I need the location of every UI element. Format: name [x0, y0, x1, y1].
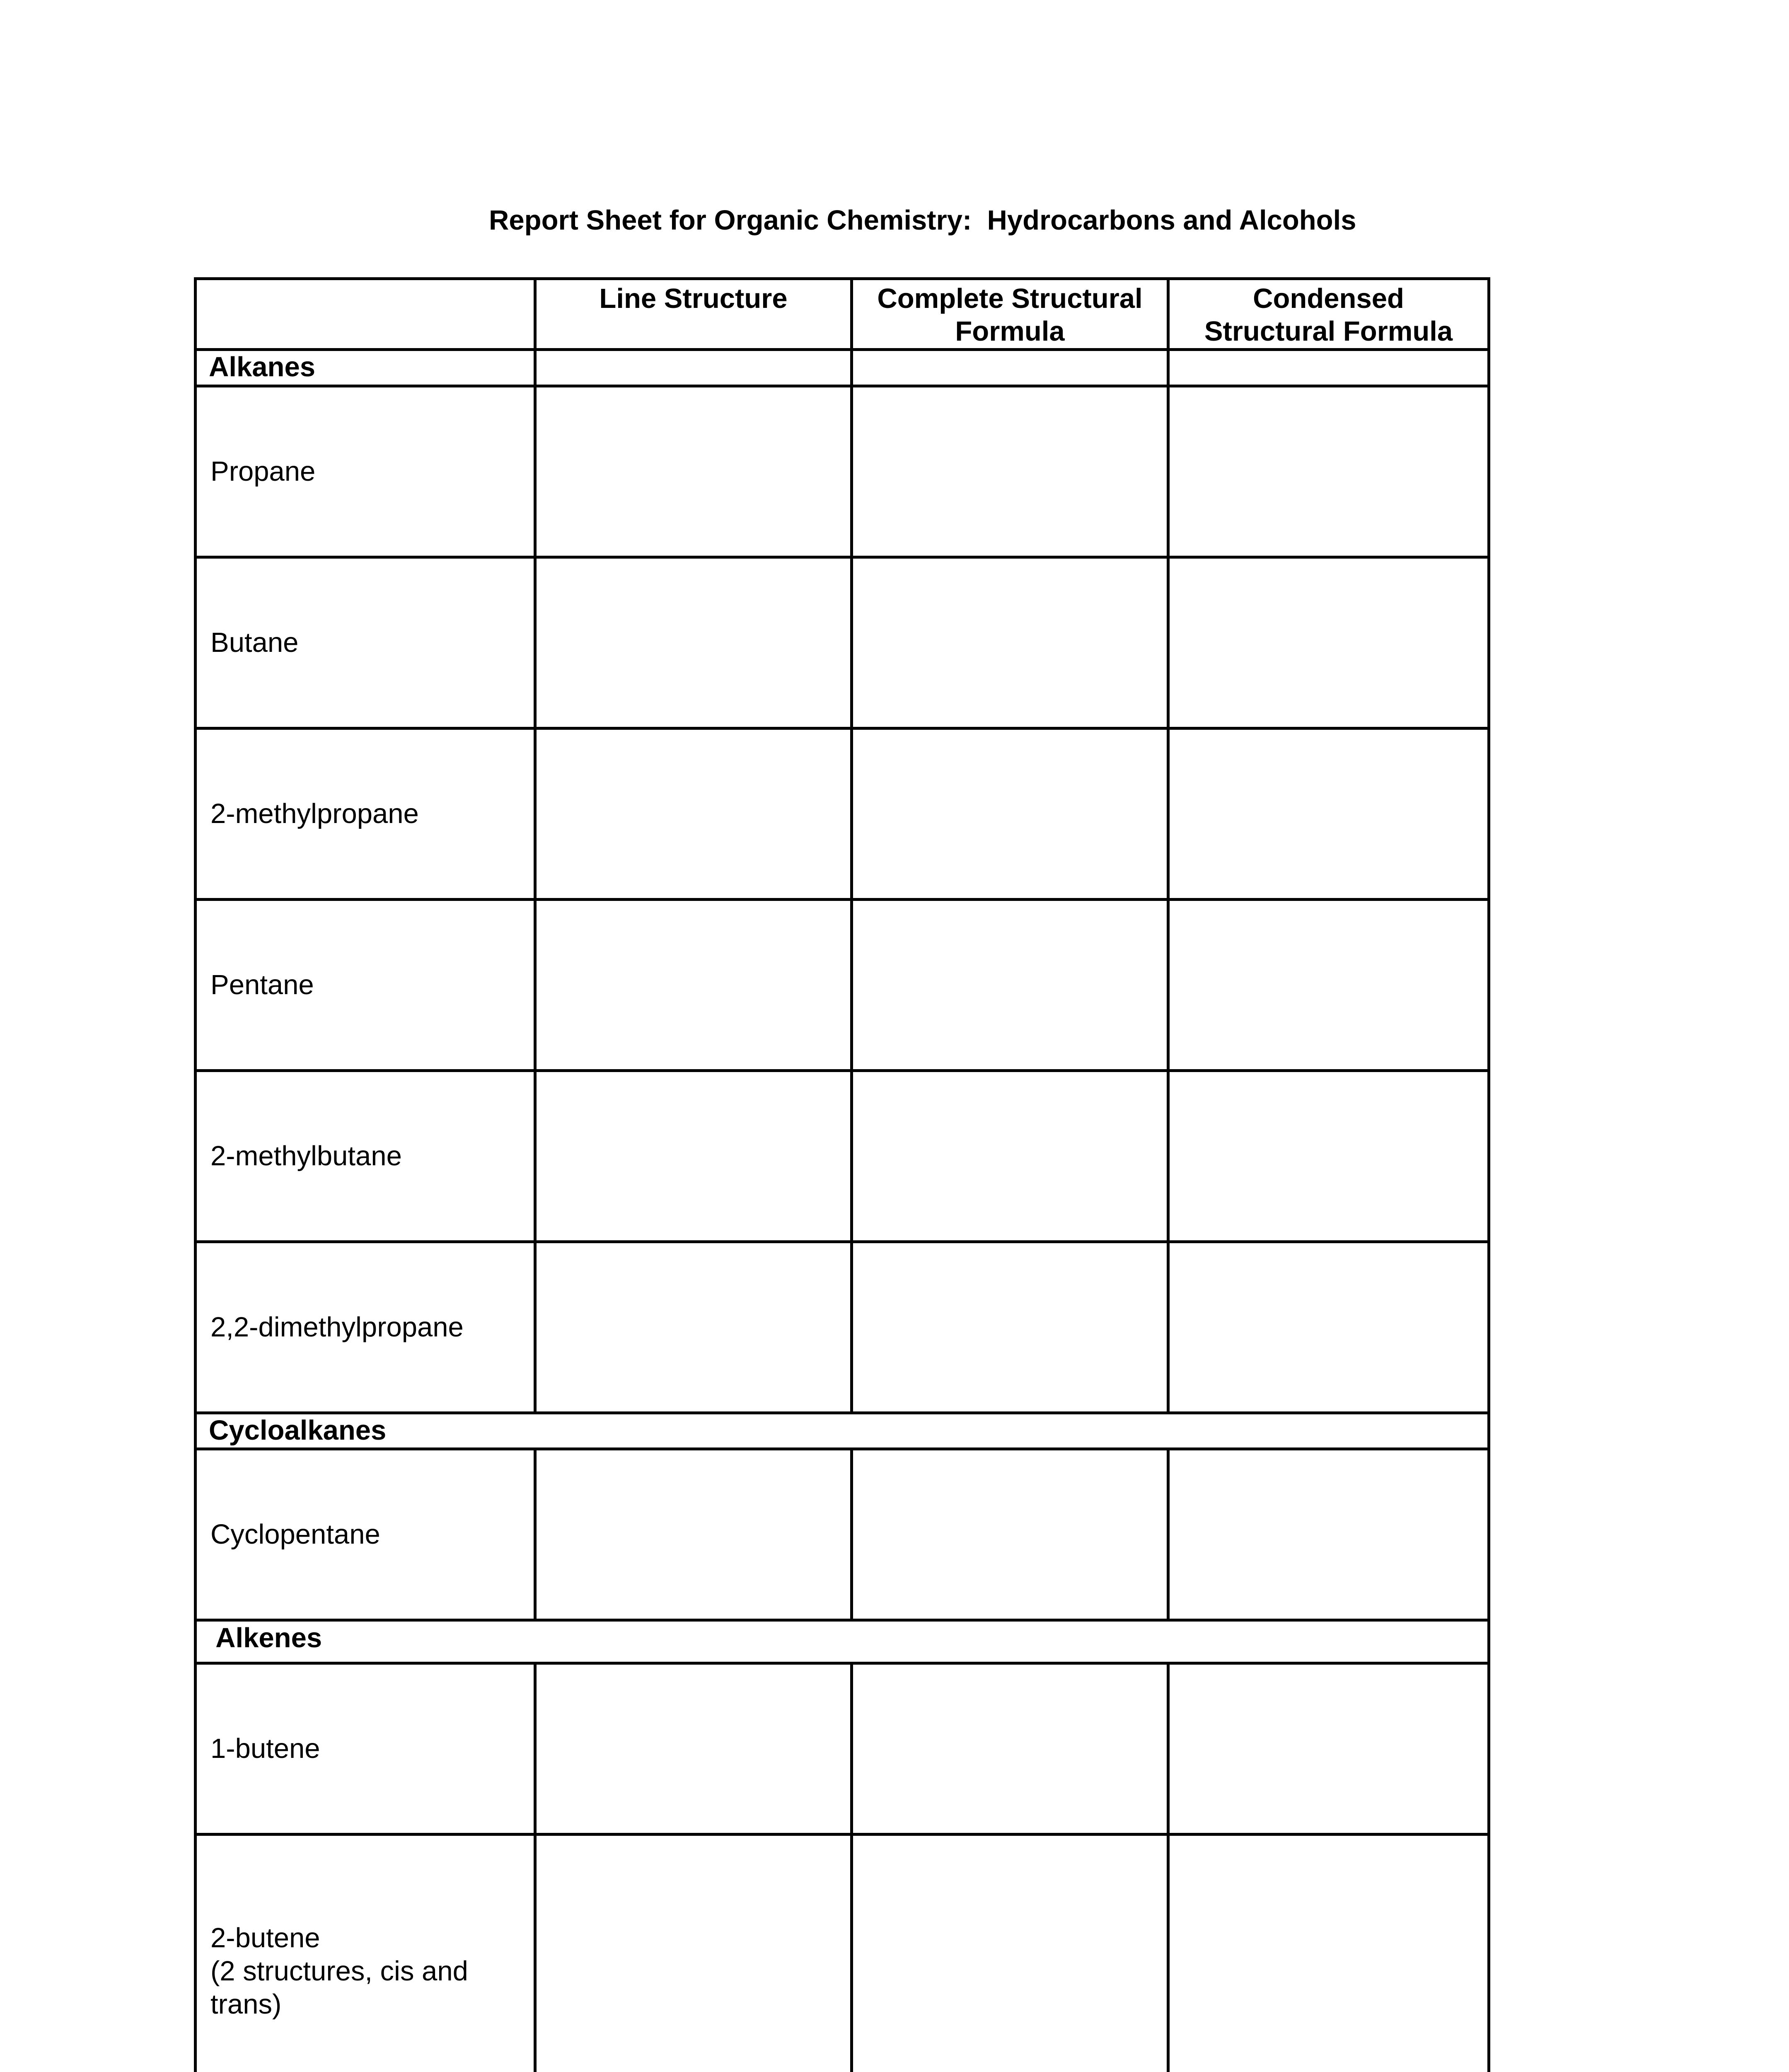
- section-alkanes: Alkanes: [209, 351, 315, 382]
- answer-cell-butane-complete[interactable]: [853, 559, 1167, 727]
- header-complete-structural-formula: Complete Structural Formula: [877, 283, 1143, 347]
- answer-cell-cyclopentane-line[interactable]: [537, 1450, 850, 1619]
- answer-cell-2-butene-line[interactable]: [537, 1836, 850, 2072]
- column-divider: [850, 277, 853, 386]
- section-cycloalkanes: Cycloalkanes: [209, 1415, 387, 1446]
- answer-cell-propane-line[interactable]: [537, 387, 850, 556]
- answer-cell-2-2-dimethylpropane-condensed[interactable]: [1170, 1243, 1487, 1411]
- row-label-text: Cyclopentane: [210, 1519, 380, 1550]
- answer-cell-2-methylpropane-complete[interactable]: [853, 730, 1167, 898]
- column-divider: [1167, 385, 1170, 1412]
- answer-cell-2-methylbutane-condensed[interactable]: [1170, 1072, 1487, 1240]
- answer-cell-2-methylbutane-line[interactable]: [537, 1072, 850, 1240]
- alkenes-section-top: [194, 1619, 1490, 1622]
- row-label-text: 1-butene: [210, 1733, 320, 1764]
- page-title: Report Sheet for Organic Chemistry: Hydrocarbons and Alcohols: [489, 205, 1356, 236]
- answer-cell-butane-condensed[interactable]: [1170, 559, 1487, 727]
- column-divider: [1167, 277, 1170, 386]
- column-divider: [850, 385, 853, 1412]
- column-divider: [1167, 1662, 1170, 2072]
- row-label-text: 2-butene (2 structures, cis and trans): [210, 1922, 468, 2020]
- row-label-text: Propane: [210, 456, 316, 487]
- row-label-2-methylbutane: [210, 1072, 525, 1240]
- header-divider: [194, 348, 1490, 351]
- answer-cell-2-2-dimethylpropane-complete[interactable]: [853, 1243, 1167, 1411]
- row-divider: [194, 898, 1490, 901]
- row-label-2-2-dimethylpropane: [210, 1243, 525, 1411]
- row-label-2-methylpropane: [210, 730, 525, 898]
- column-divider: [534, 1662, 537, 2072]
- header-condensed-structural-formula: Condensed Structural Formula: [1204, 283, 1453, 347]
- answer-cell-pentane-line[interactable]: [537, 901, 850, 1069]
- answer-cell-butane-line[interactable]: [537, 559, 850, 727]
- answer-cell-pentane-condensed[interactable]: [1170, 901, 1487, 1069]
- answer-cell-2-methylbutane-complete[interactable]: [853, 1072, 1167, 1240]
- cycloalkanes-section-top: [194, 1411, 1490, 1414]
- row-label-text: Butane: [210, 627, 299, 658]
- answer-cell-2-butene-complete[interactable]: [853, 1836, 1167, 2072]
- row-divider: [194, 1069, 1490, 1072]
- answer-cell-1-butene-line[interactable]: [537, 1665, 850, 1833]
- row-label-text: Pentane: [210, 969, 314, 1000]
- cycloalkanes-section-divider: [194, 1447, 1490, 1450]
- row-label-text: 2-methylbutane: [210, 1140, 402, 1172]
- answer-cell-cyclopentane-condensed[interactable]: [1170, 1450, 1487, 1619]
- column-divider: [534, 277, 537, 386]
- row-label-text: 2,2-dimethylpropane: [210, 1312, 464, 1343]
- row-divider: [194, 1833, 1490, 1836]
- row-label-propane: [210, 387, 525, 556]
- section-alkenes: Alkenes: [209, 1622, 322, 1653]
- header-line-structure: Line Structure: [599, 283, 788, 314]
- report-table: [194, 277, 1490, 2072]
- alkenes-section-divider: [194, 1662, 1490, 1665]
- column-divider: [534, 385, 537, 1412]
- column-divider: [1167, 1447, 1170, 1620]
- row-label-pentane: [210, 901, 525, 1069]
- answer-cell-2-methylpropane-line[interactable]: [537, 730, 850, 898]
- answer-cell-1-butene-complete[interactable]: [853, 1665, 1167, 1833]
- answer-cell-cyclopentane-complete[interactable]: [853, 1450, 1167, 1619]
- answer-cell-propane-condensed[interactable]: [1170, 387, 1487, 556]
- row-divider: [194, 556, 1490, 559]
- row-divider: [194, 727, 1490, 730]
- row-divider: [194, 1240, 1490, 1243]
- row-label-1-butene: [210, 1665, 525, 1833]
- answer-cell-2-methylpropane-condensed[interactable]: [1170, 730, 1487, 898]
- alkanes-section-divider: [194, 385, 1490, 387]
- answer-cell-2-butene-condensed[interactable]: [1170, 1836, 1487, 2072]
- answer-cell-1-butene-condensed[interactable]: [1170, 1665, 1487, 1833]
- answer-cell-2-2-dimethylpropane-line[interactable]: [537, 1243, 850, 1411]
- row-label-butane: [210, 559, 525, 727]
- answer-cell-propane-complete[interactable]: [853, 387, 1167, 556]
- column-divider: [850, 1447, 853, 1620]
- answer-cell-pentane-complete[interactable]: [853, 901, 1167, 1069]
- row-label-2-butene: [210, 1836, 525, 2072]
- row-label-cyclopentane: [210, 1450, 525, 1619]
- column-divider: [850, 1662, 853, 2072]
- row-label-text: 2-methylpropane: [210, 798, 419, 829]
- column-divider: [534, 1447, 537, 1620]
